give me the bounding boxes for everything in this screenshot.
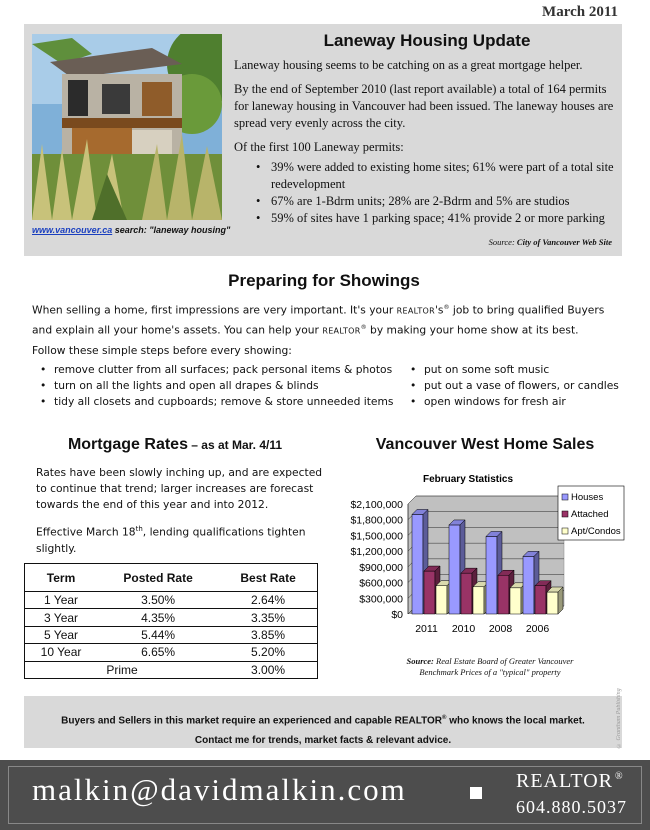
table-cell: 5.44% xyxy=(97,626,219,643)
footer-realtor-text: REALTOR xyxy=(516,770,614,792)
table-cell: 3.50% xyxy=(97,592,219,609)
table-row xyxy=(25,661,318,678)
mortgage-body xyxy=(36,465,336,565)
bar-attached-2010 xyxy=(461,573,472,614)
banner-line-1 xyxy=(24,708,622,731)
x-tick-label: 2010 xyxy=(451,623,476,635)
table-cell: 3.00% xyxy=(219,661,317,678)
legend-swatch xyxy=(562,511,568,517)
copyright-note: © Grantham Publishing xyxy=(616,688,622,748)
table-cell: 5 Year xyxy=(25,626,98,643)
x-tick-label: 2011 xyxy=(415,623,438,635)
laneway-para-1: Laneway housing seems to be catching on as a great mortgage helper. xyxy=(234,58,583,72)
table-row xyxy=(25,609,318,626)
footer-realtor xyxy=(516,770,624,793)
bar-houses-2008 xyxy=(486,536,497,614)
source-text: Real Estate Board of Greater Vancouver xyxy=(436,656,574,666)
table-cell: Prime xyxy=(25,661,220,678)
list-item: • put on some soft music xyxy=(410,362,630,378)
showings-list-left xyxy=(40,362,400,410)
bar-houses-2010 xyxy=(449,525,460,614)
table-cell: 3 Year xyxy=(25,609,98,626)
home-sales-source xyxy=(360,656,620,678)
source-text: Benchmark Prices of a "typical" property xyxy=(419,667,561,677)
bar-apt-condos-2008 xyxy=(510,588,521,614)
mortgage-rates-table xyxy=(24,563,318,679)
source-name: City of Vancouver Web Site xyxy=(516,237,612,247)
table-cell: 3.35% xyxy=(219,609,317,626)
legend-label: Apt/Condos xyxy=(571,526,621,537)
bar-attached-2006 xyxy=(535,586,546,614)
laneway-para-3: Of the first 100 Laneway permits: xyxy=(234,140,404,154)
photo-caption xyxy=(32,225,232,235)
intro-text: When selling a home, first impressions are very important. It's your xyxy=(32,303,397,317)
y-tick-label: $300,000 xyxy=(359,593,403,606)
showings-intro xyxy=(32,300,624,339)
showings-body xyxy=(32,300,624,363)
legend-swatch xyxy=(562,494,568,500)
list-item: • 67% are 1-Bdrm units; 28% are 2-Bdrm and 5% are studios xyxy=(260,193,618,210)
ordinal-suffix: th xyxy=(135,525,143,533)
banner-text: Buyers and Sellers in this market require an experienced and capable xyxy=(61,715,395,727)
y-tick-label: $1,200,000 xyxy=(350,546,403,559)
banner-text: who knows the local market. xyxy=(446,715,585,727)
reg-mark: ® xyxy=(442,715,447,721)
column-header: Term xyxy=(25,564,98,592)
intro-text: 's xyxy=(434,303,444,317)
bar-apt-condos-2010 xyxy=(473,587,484,614)
vancouver-link[interactable]: www.vancouver.ca xyxy=(32,225,113,235)
mortgage-para-2-text: Effective March 18 xyxy=(36,525,136,539)
realtor-word: REALTOR xyxy=(396,306,435,316)
list-item: • turn on all the lights and open all drapes & blinds xyxy=(40,378,400,394)
table-cell: 3.85% xyxy=(219,626,317,643)
bar-apt-condos-2006 xyxy=(547,592,558,614)
list-item: • tidy all closets and cupboards; remove & store unneeded items xyxy=(40,394,400,410)
banner-line-2: Contact me for trends, market facts & relevant advice. xyxy=(194,735,452,747)
table-row xyxy=(25,592,318,609)
photo-caption-text: search: "laneway housing" xyxy=(112,225,231,235)
email-link[interactable]: malkin@davidmalkin.com xyxy=(32,772,407,807)
column-header: Best Rate xyxy=(219,564,317,592)
laneway-title: Laneway Housing Update xyxy=(323,31,531,50)
bar-apt-condos-2011 xyxy=(436,586,447,614)
table-cell: 2.64% xyxy=(219,592,317,609)
showings-list-right xyxy=(410,362,630,410)
laneway-house-photo xyxy=(32,34,222,220)
table-cell: 6.65% xyxy=(97,644,219,661)
intro-text: job to bring qualified Buyers and explain all your home's assets. You can help your xyxy=(32,303,605,337)
table-row xyxy=(25,626,318,643)
reg-mark: ® xyxy=(443,304,450,311)
y-tick-label: $600,000 xyxy=(359,577,403,590)
y-tick-label: $1,500,000 xyxy=(350,530,403,543)
bar-houses-2006 xyxy=(523,556,534,614)
reg-mark: ® xyxy=(360,323,367,331)
source-label: Source: xyxy=(406,656,437,666)
bar-side xyxy=(558,587,563,614)
laneway-source xyxy=(380,237,612,247)
separator-square-icon xyxy=(470,787,482,799)
home-sales-chart xyxy=(328,462,628,652)
legend-label: Houses xyxy=(571,492,604,503)
laneway-body xyxy=(234,57,618,227)
laneway-bullets xyxy=(260,159,618,227)
chart-title: February Statistics xyxy=(422,474,514,485)
table-row xyxy=(25,644,318,661)
legend-swatch xyxy=(562,528,568,534)
y-tick-label: $900,000 xyxy=(359,561,403,574)
table-cell: 5.20% xyxy=(219,644,317,661)
table-cell: 4.35% xyxy=(97,609,219,626)
table-cell: 1 Year xyxy=(25,592,98,609)
mortgage-para-2-text: , lending qualifications tighten slightly. xyxy=(36,525,306,555)
showings-title: Preparing for Showings xyxy=(228,271,420,290)
reg-mark: ® xyxy=(615,771,624,783)
laneway-para-2: By the end of September 2010 (last report available) a total of 164 permits for laneway housing in Vancouver had been issued. The laneway houses are spread very evenly across the city. xyxy=(234,82,614,130)
x-tick-label: 2006 xyxy=(525,623,550,635)
bottom-banner xyxy=(24,696,622,748)
mortgage-title-date: – as at Mar. 4/11 xyxy=(187,438,283,452)
realtor-word: REALTOR xyxy=(322,326,361,336)
phone-number[interactable]: 604.880.5037 xyxy=(516,797,627,817)
list-item: • 59% of sites have 1 parking space; 41% provide 2 or more parking xyxy=(260,210,618,227)
column-header: Posted Rate xyxy=(97,564,219,592)
bar-attached-2008 xyxy=(498,575,509,614)
realtor-word: REALTOR xyxy=(394,715,443,727)
y-tick-label: $1,800,000 xyxy=(350,514,403,527)
list-item: • open windows for fresh air xyxy=(410,394,630,410)
issue-date: March 2011 xyxy=(542,4,618,20)
list-item: • put out a vase of flowers, or candles xyxy=(410,378,630,394)
intro-text: by making your home show at its best. xyxy=(366,323,579,337)
mortgage-para-2 xyxy=(36,521,336,557)
bar-houses-2011 xyxy=(412,514,423,614)
table-header-row xyxy=(25,564,318,592)
y-tick-label: $0 xyxy=(391,609,403,621)
x-tick-label: 2008 xyxy=(488,623,513,635)
legend-label: Attached xyxy=(571,509,609,520)
home-sales-title: Vancouver West Home Sales xyxy=(375,436,595,453)
list-item: • 39% were added to existing home sites; 61% were part of a total site redevelopment xyxy=(260,159,618,193)
table-cell: 10 Year xyxy=(25,644,98,661)
showings-follow: Follow these simple steps before every showing: xyxy=(32,344,292,358)
bar-attached-2011 xyxy=(424,571,435,614)
mortgage-title-main: Mortgage Rates xyxy=(67,436,188,453)
source-label: Source: xyxy=(488,237,517,247)
mortgage-para-1: Rates have been slowly inching up, and are expected to continue that trend; larger increases are forecast towards the end of this year and into 2012. xyxy=(36,466,323,511)
y-tick-label: $2,100,000 xyxy=(350,499,403,511)
mortgage-title xyxy=(30,436,320,454)
list-item: • remove clutter from all surfaces; pack personal items & photos xyxy=(40,362,400,378)
